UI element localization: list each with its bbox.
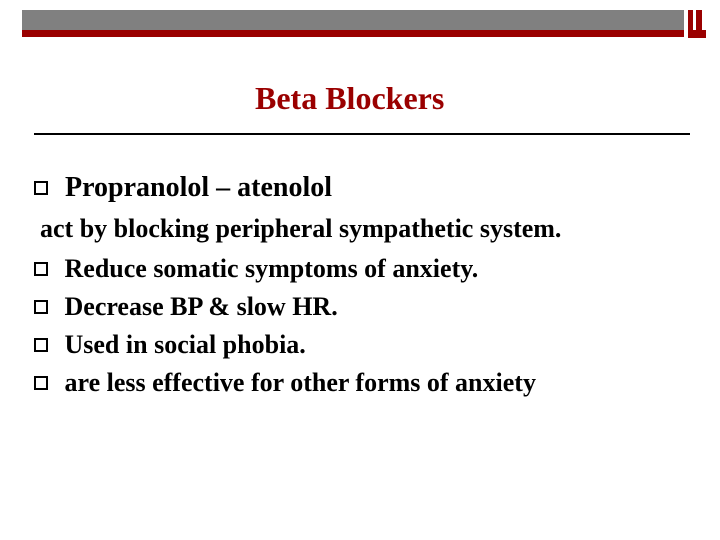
bullet-item (34, 366, 536, 398)
bullet-item (34, 290, 338, 322)
square-bullet-icon (34, 181, 48, 195)
square-bullet-icon (34, 338, 48, 352)
heading-line (34, 170, 332, 204)
corner-decoration (688, 10, 706, 38)
square-bullet-icon (34, 300, 48, 314)
heading-text: Propranolol – atenolol (65, 171, 333, 203)
title-divider (34, 133, 690, 135)
intro-text: act by blocking peripheral sympathetic system. (40, 214, 562, 244)
bullet-item (34, 328, 306, 360)
bullet-item (34, 252, 478, 284)
bullet-text: are less effective for other forms of anxiety (64, 368, 536, 398)
intro-line (40, 212, 561, 244)
bullet-text: Used in social phobia. (64, 330, 306, 360)
top-red-band (22, 30, 684, 37)
square-bullet-icon (34, 262, 48, 276)
top-decorative-bar (22, 10, 684, 38)
top-gray-band (22, 10, 684, 30)
slide-title: Beta Blockers (255, 80, 445, 116)
square-bullet-icon (34, 376, 48, 390)
bullet-text: Decrease BP & slow HR. (64, 292, 338, 322)
bullet-text: Reduce somatic symptoms of anxiety. (64, 254, 479, 284)
